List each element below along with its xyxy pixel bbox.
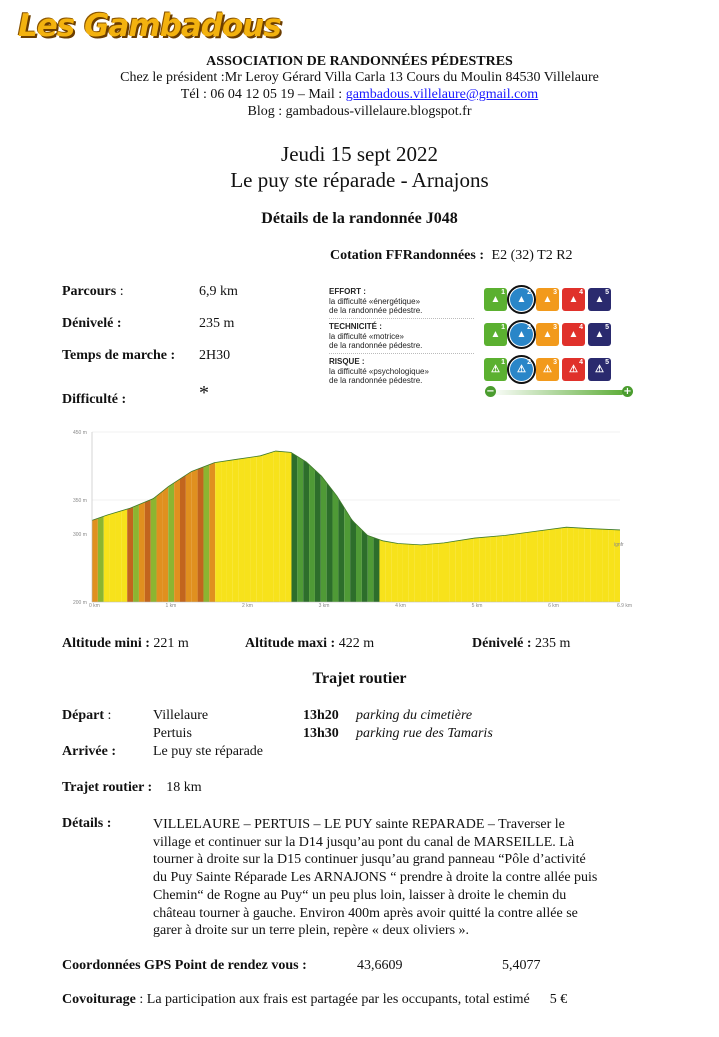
elevation-segment [567,527,573,602]
y-tick-label: 350 m [73,498,87,504]
altitude-denivele: Dénivelé : 235 m [472,636,571,651]
details-line: garer à droite sur un terre plein, repère « deux oliviers ». [153,923,470,939]
elevation-segment [121,509,127,602]
elevation-segment [503,535,509,602]
elevation-segment [579,528,585,602]
elevation-segment [139,502,145,602]
x-tick-label: 1 km [165,603,177,609]
elevation-segment [432,543,438,602]
elevation-segment [491,536,497,602]
risk-level-icon: ⚠ $^4$ [562,358,585,381]
details-line: du Puy Sainte Réparade Les ARNAJONS “ prendre à droite la contre allée puis [153,870,598,886]
elevation-segment [157,491,163,602]
difficulte-label: Difficulté : [62,392,127,407]
elevation-segment [368,535,374,602]
y-tick-label: 200 m [73,600,87,606]
denivele-label: Dénivelé : [62,316,122,331]
elevation-segment [291,453,297,602]
elevation-segment [127,507,133,602]
difficulte-value: * [199,382,209,404]
elevation-segment [403,544,409,602]
elevation-segment [597,529,603,602]
elevation-segment [286,452,292,602]
elevation-segment [550,529,556,602]
elevation-segment [385,541,391,602]
elevation-segment [256,455,262,602]
elevation-segment [297,456,303,602]
details-text [153,816,653,940]
elevation-segment [485,537,491,602]
elevation-segment [233,459,239,602]
elevation-segment [561,527,567,602]
elevation-segment [585,528,591,602]
elevation-segment [421,544,427,602]
divider [329,318,474,319]
elevation-segment [497,536,503,602]
elevation-segment [315,470,321,602]
elevation-segment [98,516,104,602]
details-line: château tourner à gauche. Environ 400m après avoir quitté la contre allée se [153,905,578,921]
phone-text: Tél : 06 04 12 05 19 – Mail : [180,87,346,102]
cotation-value: E2 (32) T2 R2 [491,248,573,263]
logo: Les Gambadous [18,8,281,44]
details-line: village et continuer sur la D14 jusqu’au pont du canal de MARSEILLE. Là [153,834,575,850]
x-tick-label: 6 km [548,603,559,609]
elevation-segment [333,490,339,602]
elevation-segment [409,544,415,602]
elevation-segment [321,475,327,602]
covoiturage-line: Covoiturage : La participation aux frais est partagée par les occupants, total estimé 5 € [62,992,568,1007]
elevation-segment [356,524,362,602]
elevation-segment [221,461,227,602]
elevation-segment [115,511,121,602]
elevation-segment [555,528,561,602]
parcours-value: 6,9 km [199,284,238,299]
technique-level-icon: ▲ $^4$ [562,323,585,346]
details-line: tourner à droite sur la D15 continuer jusqu’au grand panneau “Pôle d’activité [153,852,586,868]
elevation-segment [245,457,251,602]
elevation-segment [438,543,444,602]
elevation-segment [614,530,620,602]
risk-level-icon: ⚠ $^3$ [536,358,559,381]
elevation-segment [198,467,204,602]
elevation-segment [415,545,421,602]
depart-place-1: parking du cimetière [356,708,473,723]
elevation-segment [180,475,186,602]
trajet-heading: Trajet routier [312,670,407,687]
risk-level-icon: ⚠ $^1$ [484,358,507,381]
elevation-segment [186,471,192,602]
elevation-segment [327,483,333,602]
details-label: Détails : [62,816,112,831]
elevation-segment [151,496,157,602]
elevation-segment [303,460,309,602]
technique-level-icon: ▲ $^2$ [510,323,533,346]
x-tick-label: 3 km [318,603,330,609]
x-tick-label: 5 km [471,603,483,609]
risk-level-icon: ⚠ $^2$ [510,358,533,381]
effort-level-icon: ▲ $^4$ [562,288,585,311]
cotation-line [330,248,573,264]
effort-level-icon: ▲ $^5$ [588,288,611,311]
elevation-segment [379,540,385,602]
cotation-row-label: TECHNICITÉ : la difficulté «motrice» de la randonnée pédestre. [329,322,423,350]
elevation-segment [145,500,151,602]
technique-level-icon: ▲ $^3$ [536,323,559,346]
elevation-segment [608,529,614,602]
elevation-segment [250,456,256,602]
arrivee-label: Arrivée : [62,744,117,759]
elevation-segment [203,465,209,602]
elevation-segment [462,539,468,602]
association-title: ASSOCIATION DE RANDONNÉES PÉDESTRES [206,54,513,69]
elevation-segment [374,538,380,602]
elevation-segment [479,537,485,602]
gps-label: Coordonnées GPS Point de rendez vous : [62,958,307,973]
details-line: VILLELAURE – PERTUIS – LE PUY sainte REPARADE – Traverser le [153,817,565,832]
elevation-segment [239,458,245,602]
elevation-segment [174,479,180,602]
elevation-segment [426,544,432,602]
elevation-chart [70,428,635,610]
temps-label: Temps de marche : [62,348,176,363]
details-heading: Détails de la randonnée J048 [261,210,458,227]
x-tick-label: 6.9 km [617,603,633,609]
elevation-segment [262,453,268,602]
y-tick-label: 450 m [73,430,87,436]
depart-time-1: 13h20 [303,708,339,723]
divider [329,353,474,354]
contact-line [0,87,719,103]
minus-icon: − [486,386,495,397]
trajet-routier: Trajet routier : 18 km [62,780,202,795]
technique-level-icon: ▲ $^1$ [484,323,507,346]
cotation-label: Cotation FFRandonnées : [330,248,485,263]
elevation-segment [209,462,215,602]
elevation-segment [92,518,98,602]
elevation-segment [274,451,280,602]
elevation-segment [509,534,515,602]
elevation-segment [227,460,233,602]
cotation-row [329,285,639,317]
arrivee-town: Le puy ste réparade [153,744,263,759]
elevation-segment [391,542,397,602]
elevation-segment [309,465,315,602]
elevation-segment [473,538,479,602]
elevation-segment [444,542,450,602]
elevation-segment [573,528,579,602]
depart-town-2: Pertuis [153,726,192,741]
elevation-segment [215,462,221,602]
risk-level-icon: ⚠ $^5$ [588,358,611,381]
difficulty-scale [489,390,624,395]
effort-level-icon: ▲ $^2$ [510,288,533,311]
effort-level-icon: ▲ $^1$ [484,288,507,311]
elevation-segment [168,483,174,602]
elevation-segment [338,498,344,602]
elevation-segment [133,505,139,602]
cotation-row-label: RISQUE : la difficulté «psychologique» de la randonnée pédestre. [329,357,429,385]
elevation-segment [110,513,116,602]
depart-town-1: Villelaure [153,708,209,723]
elevation-segment [591,529,597,602]
x-tick-label: 4 km [395,603,406,609]
gps-lon: 5,4077 [502,958,541,973]
elevation-segment [544,529,550,602]
elevation-segment [467,538,473,602]
elevation-segment [397,543,403,602]
elevation-segment [268,452,274,602]
elevation-segment [362,530,368,602]
hike-date: Jeudi 15 sept 2022 [281,142,438,166]
technique-level-icon: ▲ $^5$ [588,323,611,346]
elevation-segment [104,514,110,602]
altitude-maxi: Altitude maxi : 422 m [245,636,375,651]
x-tick-label: 0 km [89,603,100,609]
elevation-segment [280,451,286,602]
details-line: Chemin“ de Rogne au Puy“ un peu plus loin, laisser à droite le chemin du [153,887,567,903]
cotation-row-label: EFFORT : la difficulté «énergétique» de la randonnée pédestre. [329,287,423,315]
elevation-segment [520,533,526,602]
elevation-segment [192,469,198,602]
elevation-segment [532,531,538,602]
gps-lat: 43,6609 [357,958,403,973]
elevation-segment [350,517,356,602]
source-label: ignfr [614,542,624,548]
elevation-segment [162,487,168,602]
depart-time-2: 13h30 [303,726,339,741]
depart-label: Départ : [62,708,112,723]
elevation-segment [514,533,520,602]
hike-route: Le puy ste réparade - Arnajons [230,168,489,192]
parcours-label: Parcours : [62,284,124,299]
president-address: Chez le président :Mr Leroy Gérard Villa Carla 13 Cours du Moulin 84530 Villelaure [120,70,599,85]
cotation-row [329,355,639,387]
email-link[interactable]: gambadous.villelaure@gmail.com [345,87,539,102]
depart-place-2: parking rue des Tamaris [356,726,493,741]
temps-value: 2H30 [199,348,231,363]
elevation-segment [602,529,608,602]
x-tick-label: 2 km [242,603,253,609]
altitude-mini: Altitude mini : 221 m [62,636,189,651]
blog-line: Blog : gambadous-villelaure.blogspot.fr [247,104,472,119]
cotation-row [329,320,639,352]
plus-icon: + [623,386,632,397]
denivele-value: 235 m [199,316,235,331]
elevation-segment [456,540,462,602]
y-tick-label: 300 m [73,532,87,538]
elevation-segment [344,508,350,602]
elevation-segment [526,532,532,602]
elevation-segment [450,541,456,602]
elevation-segment [538,530,544,602]
effort-level-icon: ▲ $^3$ [536,288,559,311]
